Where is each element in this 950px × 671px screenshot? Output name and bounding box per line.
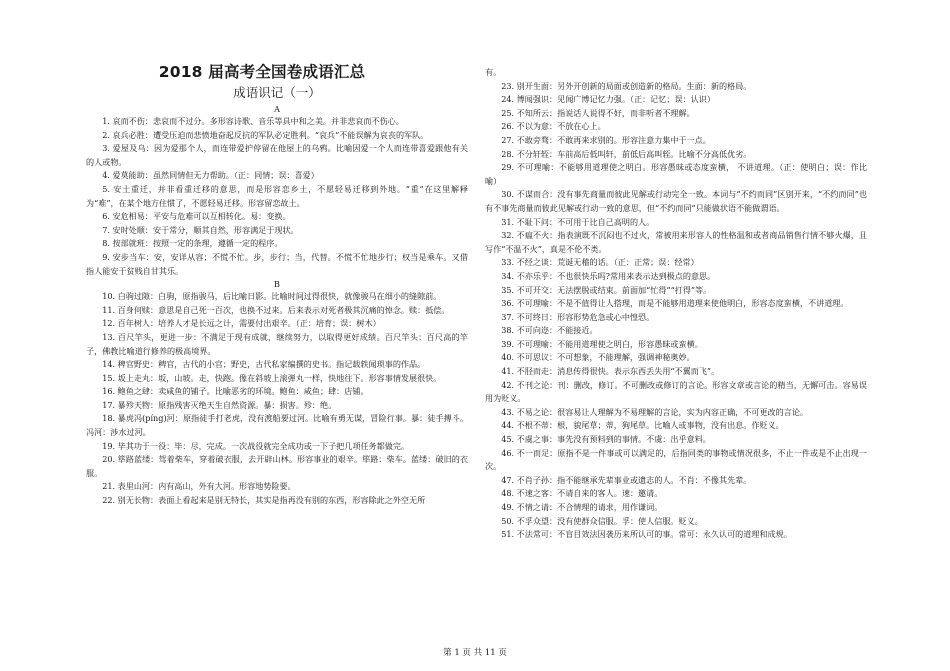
idiom-entry: 47. 不肖子孙：指不能继承先辈事业或遗志的人。不肖：不像其先辈。 xyxy=(501,474,752,485)
idiom-entry: 31. 不耻下问：不可用于比自己高明的人。 xyxy=(501,216,655,227)
idiom-entry: 29. 不可理喻：不能够用道理使之明白。形容愚昧或态度蛮横， 不讲道理。（正：使明白；误：作比喻） xyxy=(485,162,867,186)
page-footer: 第 1 页 共 11 页 xyxy=(443,648,507,658)
idiom-entry: 35. 不可开交：无法摆脱或结束。前面加“忙得”“打得”等。 xyxy=(501,284,712,295)
idiom-entry: 45. 不虞之事：事先没有预料到的事情。不虞：出乎意料。 xyxy=(501,434,711,445)
right-column xyxy=(485,66,867,542)
idiom-entry: 19. 毕其功于一役：毕：尽，完成。一次战役就完全成功或一下子把几项任务都做完。 xyxy=(102,440,410,451)
idiom-entry: 6. 安危相易：平安与危难可以互相转化。易：变换。 xyxy=(102,211,291,222)
idiom-entry: 24. 博闻强识：见闻广博记忆力强。（正：记忆；误：认识） xyxy=(501,94,715,105)
idiom-entry: 23. 别开生面：另外开创新的局面或创造新的格局。生面：新的格局。 xyxy=(501,80,752,91)
idiom-entry: 46. 不一而足：原指不是一件事或可以满足的，后指同类的事物或情况很多，不止一件或是不止出现一次。 xyxy=(485,447,867,472)
idiom-entry: 43. 不易之论：很容易让人理解为不易理解的言论，实为内容正确，不可更改的言论。 xyxy=(501,406,809,417)
idiom-entry: 37. 不可终日：形容形势危急或心中惶恐。 xyxy=(501,311,655,322)
idiom-entry: 20. 筚路蓝缕：驾着柴车，穿着破衣服，去开辟山林。形容事业的艰辛。筚路：柴车。蓝缕：破旧的衣服。 xyxy=(86,454,468,478)
idiom-entry: 40. 不可思议：不可想象，不能理解，强调神秘奥妙。 xyxy=(501,352,695,363)
idiom-entry: 15. 坂上走丸：坂，山坡。走，快跑。像在斜坡上滚弹丸一样，快地往下。形容事情发展很快。 xyxy=(102,372,442,383)
idiom-entry: 34. 不亦乐乎：不也很快乐吗?常用来表示达到极点的意思。 xyxy=(501,270,716,281)
idiom-entry: 8. 按部就班：按照一定的条理，遵循一定的程序。 xyxy=(102,238,283,249)
idiom-entry: 9. 安步当车：安，安详从容；不慌不忙。步，步行；当，代替。不慌不忙地步行；权当是乘车。又借指人能安于贫贱自甘其乐。 xyxy=(86,251,468,276)
idiom-entry: 38. 不可向迩：不能接近。 xyxy=(501,325,598,336)
idiom-entry: 39. 不可理喻：不能用道理使之明白，形容愚昧或蛮横。 xyxy=(501,338,703,349)
idiom-entry: 5. 安土重迁，并非看重迁移的意思，而是形容恋乡土，不愿轻易迁移到外地。“重”在这里解释为“难”，在某个地方住惯了，不愿轻易迁移。形容留恋故土。 xyxy=(86,183,468,208)
idiom-entry: 3. 爱屋及乌：因为爱那个人，而连带爱护停留在他屋上的乌鸦。比喻因爱一个人而连带喜爱跟他有关的人或物。 xyxy=(86,143,468,167)
section-heading-b: B xyxy=(274,279,280,290)
continuation-text: 有。 xyxy=(485,67,502,77)
idiom-entry: 33. 不经之谈：荒诞无稽的话。（正：正常；误：经常） xyxy=(501,257,699,268)
idiom-entry: 1. 哀而不伤：悲哀而不过分。多形容诗歌、音乐等具中和之美。并非悲哀而不伤心。 xyxy=(102,116,404,126)
left-column xyxy=(86,62,468,508)
idiom-entry: 32. 不瘟不火：指表演既不沉闷也不过火，常被用来形容人的性格温和或者商品销售行情不够火爆，且写作“不温不火”，真是不伦不类。 xyxy=(485,230,867,254)
idiom-entry: 28. 不分轩轾：车前高后低叫轩，前低后高叫轾。比喻不分高低优劣。 xyxy=(501,148,752,159)
idiom-entry: 41. 不胫而走：消息传得很快。表示东西丢失用“不翼而飞”。 xyxy=(501,366,720,377)
idiom-entry: 18. 暴虎冯(píng)河：原指徒手打老虎，没有渡船要过河。比喻有勇无谋，冒险行事。暴：徒手搏斗。冯河：涉水过河。 xyxy=(86,413,468,438)
entries-right xyxy=(485,80,867,542)
idiom-entry: 27. 不敢旁骛：不敢再来求别的。形容注意力集中于一点。 xyxy=(501,134,711,145)
idiom-entry: 42. 不刊之论：刊：删改，修订。不可删改或修订的言论。形容文章或言论的精当，无懈可击。容易误用为贬义。 xyxy=(485,379,867,404)
idiom-entry: 16. 鲍鱼之肆：卖咸鱼的铺子。比喻恶劣的环境。鲍鱼：咸鱼；肆：店铺。 xyxy=(102,386,369,397)
entries-a xyxy=(86,115,468,278)
idiom-entry: 25. 不知所云：指说话人说得不好，而非听者不理解。 xyxy=(501,107,695,118)
idiom-entry: 14. 稗官野史：稗官，古代的小官；野史，古代私家编撰的史书。指记载轶闻琐事的作品。 xyxy=(102,359,426,370)
document-title: 2018 届高考全国卷成语汇总 xyxy=(158,63,366,81)
idiom-entry: 51. 不法常可：不盲目效法因袭历来所认可的事。常可：永久认可的道理和成规。 xyxy=(501,529,792,540)
idiom-entry: 12. 百年树人：培养人才是长远之计，需要付出艰辛。（正：培育；误：树木） xyxy=(102,318,381,329)
idiom-entry: 36. 不可理喻：不是不值得让人搭理，而是不能够用道理来使他明白，形容态度蛮横，不讲道理。 xyxy=(501,298,849,309)
idiom-entry: 48. 不速之客：不请自来的客人。速：邀请。 xyxy=(501,488,663,499)
idiom-entry: 22. 别无长物：表面上看起来是别无特长，其实是指再没有别的东西，形容除此之外空无所 xyxy=(102,495,426,506)
idiom-entry: 49. 不情之请：不合情理的请求，用作谦词。 xyxy=(501,502,663,512)
idiom-entry: 4. 爱莫能助：虽然同情但无力帮助。（正：同情；误：喜爱） xyxy=(102,170,319,181)
idiom-entry: 30. 不谋而合：没有事先商量而彼此见解或行动完全一致。本词与“不约而同”区别开来，“不约而同”也有不事先商量而彼此见解或行动一致的意思，但“不约而同”只能做状语不能做谓语。 xyxy=(485,189,867,213)
idiom-entry: 10. 白驹过隙：白驹，原指骏马，后比喻日影。比喻时间过得很快，就像骏马在细小的缝隙前。 xyxy=(102,291,442,302)
idiom-entry: 26. 不以为意：不放在心上。 xyxy=(501,121,606,132)
entries-b xyxy=(86,290,468,508)
idiom-entry: 21. 表里山河：内有高山，外有大河。形容地势险要。 xyxy=(102,481,296,492)
idiom-entry: 50. 不孚众望：没有使群众信服。孚：使人信服。贬义。 xyxy=(501,515,703,526)
document-subtitle: 成语识记（一） xyxy=(233,85,321,100)
idiom-entry: 2. 哀兵必胜：遭受压迫而悲愤地奋起反抗的军队必定胜利。“哀兵”不能误解为哀丧的军队。 xyxy=(102,129,429,140)
idiom-entry: 11. 百身何赎：意思是自己死一百次，也换不过来。后来表示对死者极其沉痛的悼念。赎：抵偿。 xyxy=(102,304,450,315)
idiom-entry: 17. 暴殄天物：原指残害灭绝天生自然资源。暴：损害。殄：绝。 xyxy=(102,399,337,410)
idiom-entry: 7. 安时处顺：安于常分，顺其自然，形容满足于现状。 xyxy=(102,224,299,235)
idiom-entry: 44. 不根不蒂：根，貌尾草；蒂，狗尾草。比喻人或事物，没有出息。作贬义。 xyxy=(501,420,784,431)
section-heading-a: A xyxy=(274,104,280,114)
idiom-entry: 13. 百尺竿头，更进一步：不满足于现有成就，继续努力，以取得更好成绩。百尺竿头：百尺高的竿子，佛教比喻道行修养的极高境界。 xyxy=(86,331,468,356)
